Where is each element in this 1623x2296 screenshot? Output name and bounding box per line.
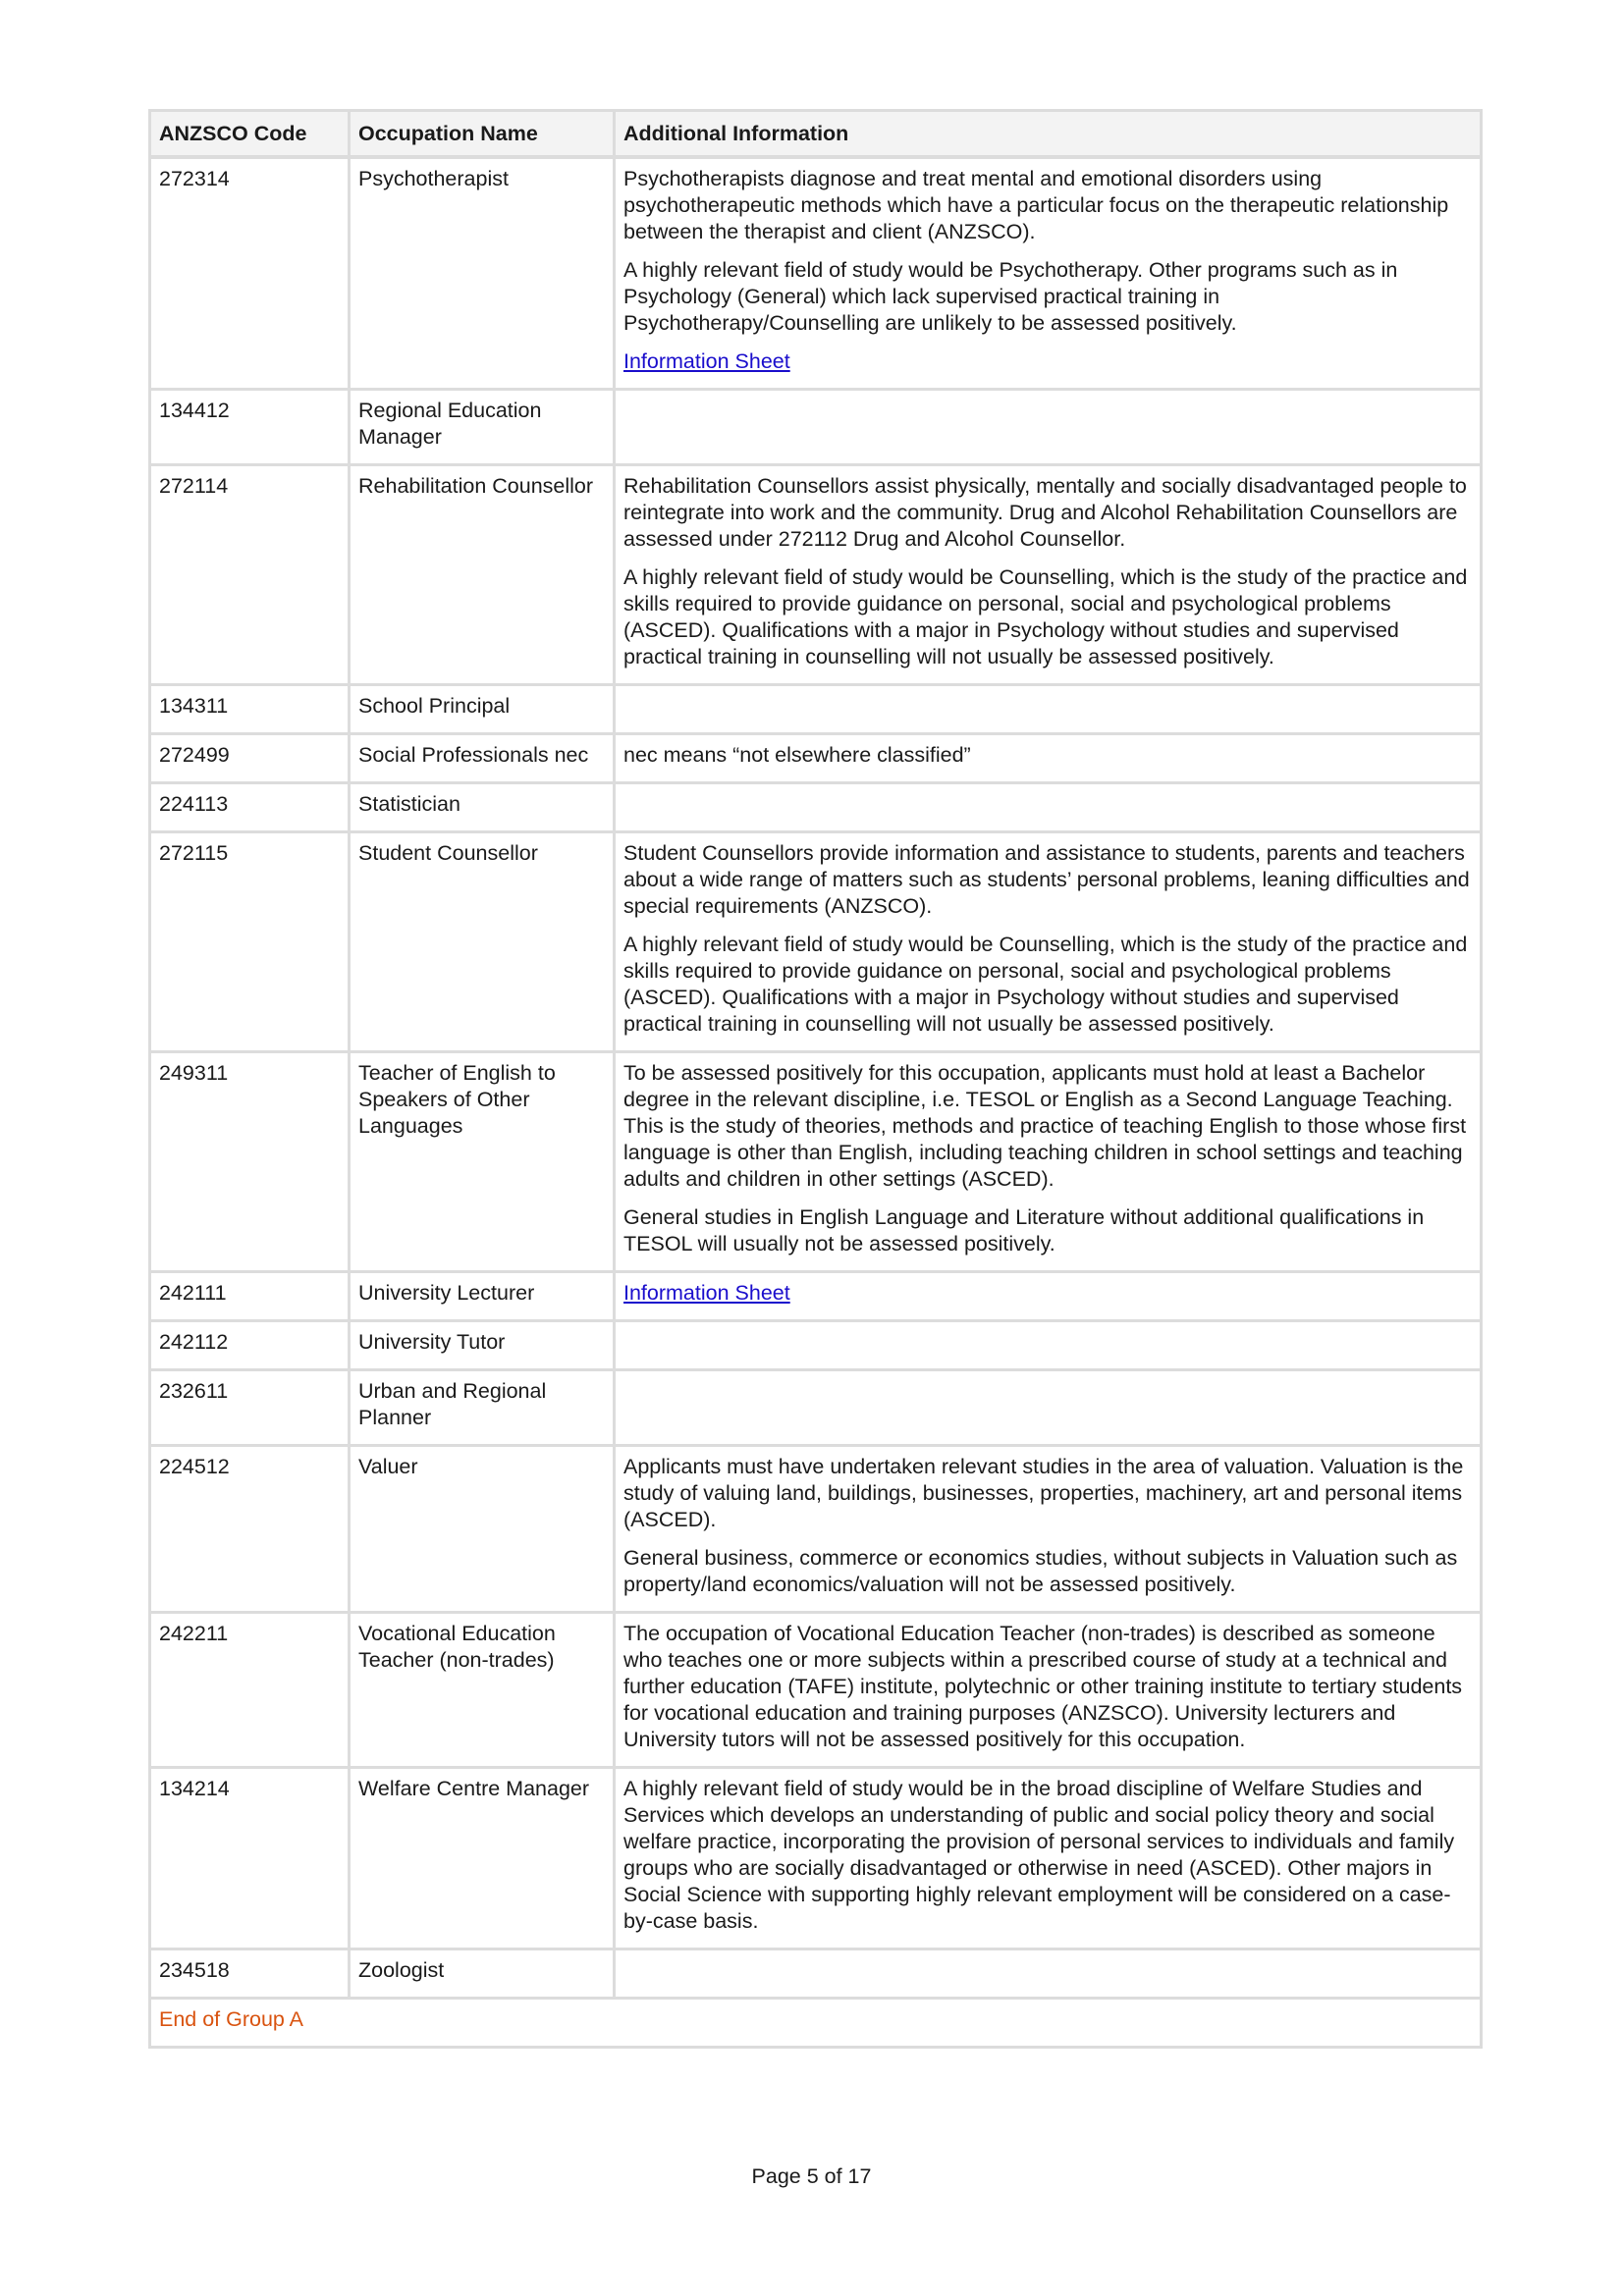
table-row <box>151 1053 1480 1273</box>
table-row <box>151 1322 1480 1371</box>
page-number: Page 5 of 17 <box>751 2164 872 2188</box>
table-header-row <box>151 112 1480 159</box>
info-paragraph: A highly relevant field of study would be Counselling, which is the study of the practice and skills required to provide guidance on personal, social and psychological problems (ASCED). Qualifications with a major in Psychology without studies and supervised practical training in counselling will not usually be assessed positively. <box>623 933 1468 1036</box>
anzsco-code-cell: 134311 <box>151 686 351 735</box>
additional-information-cell <box>616 466 1480 686</box>
info-paragraph: Student Counsellors provide information and assistance to students, parents and teachers about a wide range of matters such as students’ personal problems, leaning difficulties and special requirements (ANZSCO). <box>623 841 1470 918</box>
info-link-wrapper <box>623 348 1472 375</box>
table-body <box>151 159 1480 2046</box>
occupation-name-cell: Regional Education Manager <box>351 391 616 466</box>
occupation-name-cell: School Principal <box>351 686 616 735</box>
occupation-name-cell: Zoologist <box>351 1950 616 2000</box>
info-link-wrapper <box>623 1280 1472 1307</box>
information-sheet-link[interactable]: Information Sheet <box>623 1281 790 1305</box>
anzsco-code-cell: 232611 <box>151 1371 351 1447</box>
anzsco-code-cell: 234518 <box>151 1950 351 2000</box>
occupation-name-cell: Student Counsellor <box>351 833 616 1053</box>
info-paragraph: General studies in English Language and Literature without additional qualifications in TESOL will usually not be assessed positively. <box>623 1205 1425 1255</box>
table-row <box>151 735 1480 784</box>
occupation-name-cell: Urban and Regional Planner <box>351 1371 616 1447</box>
anzsco-code-cell: 242111 <box>151 1273 351 1322</box>
additional-information-cell <box>616 1614 1480 1769</box>
occupation-name-cell: Vocational Education Teacher (non-trades) <box>351 1614 616 1769</box>
additional-information-cell <box>616 391 1480 466</box>
occupation-name-cell: Valuer <box>351 1447 616 1614</box>
anzsco-code-cell: 242211 <box>151 1614 351 1769</box>
additional-information-cell <box>616 1447 1480 1614</box>
occupation-name-cell: Statistician <box>351 784 616 833</box>
table-row <box>151 466 1480 686</box>
additional-information-cell <box>616 686 1480 735</box>
table-row <box>151 1447 1480 1614</box>
anzsco-code-cell: 272314 <box>151 159 351 391</box>
group-end-label: End of Group A <box>159 2007 304 2031</box>
additional-information-cell <box>616 159 1480 391</box>
additional-information-cell <box>616 1053 1480 1273</box>
table-row <box>151 1950 1480 2000</box>
anzsco-code-cell: 224113 <box>151 784 351 833</box>
table-row <box>151 1769 1480 1950</box>
anzsco-code-cell: 272499 <box>151 735 351 784</box>
anzsco-code-cell: 272115 <box>151 833 351 1053</box>
info-paragraph: Applicants must have undertaken relevant studies in the area of valuation. Valuation is the study of valuing land, buildings, businesses, properties, machinery, art and personal items (ASCED). <box>623 1455 1464 1531</box>
info-paragraph: Rehabilitation Counsellors assist physically, mentally and socially disadvantaged people to reintegrate into work and the community. Drug and Alcohol Rehabilitation Counsellors are assessed under 272112 Drug and Alcohol Counsellor. <box>623 474 1467 551</box>
header-additional-information: Additional Information <box>616 112 1480 159</box>
table-row <box>151 391 1480 466</box>
anzsco-code-cell: 134214 <box>151 1769 351 1950</box>
information-sheet-link[interactable]: Information Sheet <box>623 349 790 373</box>
info-paragraph: General business, commerce or economics studies, without subjects in Valuation such as property/land economics/valuation will not be assessed positively. <box>623 1546 1458 1596</box>
table-row <box>151 833 1480 1053</box>
group-end-row <box>151 2000 1480 2046</box>
occupation-name-cell: Welfare Centre Manager <box>351 1769 616 1950</box>
info-paragraph: To be assessed positively for this occupation, applicants must hold at least a Bachelor degree in the relevant discipline, i.e. TESOL or English as a Second Language Teaching. This is the study of theories, methods and practice of teaching English to those whose first language is other than English, including teaching children in school settings and teaching adults and children in other settings (ASCED). <box>623 1061 1467 1191</box>
table-row <box>151 1273 1480 1322</box>
additional-information-cell <box>616 1322 1480 1371</box>
occupation-table <box>148 109 1483 2049</box>
info-paragraph: The occupation of Vocational Education Teacher (non-trades) is described as someone who teaches one or more subjects within a prescribed course of study at a technical and further education (TAFE) institute, polytechnic or other training institute to tertiary students for vocational education and training purposes (ANZSCO). University lecturers and University tutors will not be assessed positively for this occupation. <box>623 1622 1463 1751</box>
info-paragraph: A highly relevant field of study would be Counselling, which is the study of the practice and skills required to provide guidance on personal, social and psychological problems (ASCED). Qualifications with a major in Psychology without studies and supervised practical training in counselling will not usually be assessed positively. <box>623 565 1468 668</box>
additional-information-cell <box>616 1273 1480 1322</box>
table-row <box>151 1614 1480 1769</box>
info-paragraph: nec means “not elsewhere classified” <box>623 743 971 767</box>
table-row <box>151 686 1480 735</box>
header-occupation-name: Occupation Name <box>351 112 616 159</box>
additional-information-cell <box>616 1371 1480 1447</box>
anzsco-code-cell: 224512 <box>151 1447 351 1614</box>
occupation-name-cell: University Tutor <box>351 1322 616 1371</box>
additional-information-cell <box>616 784 1480 833</box>
info-paragraph: A highly relevant field of study would be in the broad discipline of Welfare Studies and Services which develops an understanding of public and social policy theory and social welfare practice, incorporating the provision of personal services to individuals and family groups who are socially disadvantaged or otherwise in need (ASCED). Other majors in Social Science with supporting highly relevant employment will be considered on a case-by-case basis. <box>623 1777 1455 1933</box>
anzsco-code-cell: 242112 <box>151 1322 351 1371</box>
additional-information-cell <box>616 1950 1480 2000</box>
occupation-name-cell: Psychotherapist <box>351 159 616 391</box>
additional-information-cell <box>616 1769 1480 1950</box>
additional-information-cell <box>616 833 1480 1053</box>
table-row <box>151 159 1480 391</box>
header-anzsco-code: ANZSCO Code <box>151 112 351 159</box>
occupation-name-cell: Teacher of English to Speakers of Other Languages <box>351 1053 616 1273</box>
occupation-name-cell: University Lecturer <box>351 1273 616 1322</box>
occupation-name-cell: Rehabilitation Counsellor <box>351 466 616 686</box>
table-row <box>151 1371 1480 1447</box>
anzsco-code-cell: 272114 <box>151 466 351 686</box>
occupation-name-cell: Social Professionals nec <box>351 735 616 784</box>
table-row <box>151 784 1480 833</box>
anzsco-code-cell: 134412 <box>151 391 351 466</box>
info-paragraph: A highly relevant field of study would be Psychotherapy. Other programs such as in Psychology (General) which lack supervised practical training in Psychotherapy/Counselling are unlikely to be assessed positively. <box>623 258 1398 335</box>
additional-information-cell <box>616 735 1480 784</box>
info-paragraph: Psychotherapists diagnose and treat mental and emotional disorders using psychotherapeutic methods which have a particular focus on the therapeutic relationship between the therapist and client (ANZSCO). <box>623 167 1449 243</box>
anzsco-code-cell: 249311 <box>151 1053 351 1273</box>
